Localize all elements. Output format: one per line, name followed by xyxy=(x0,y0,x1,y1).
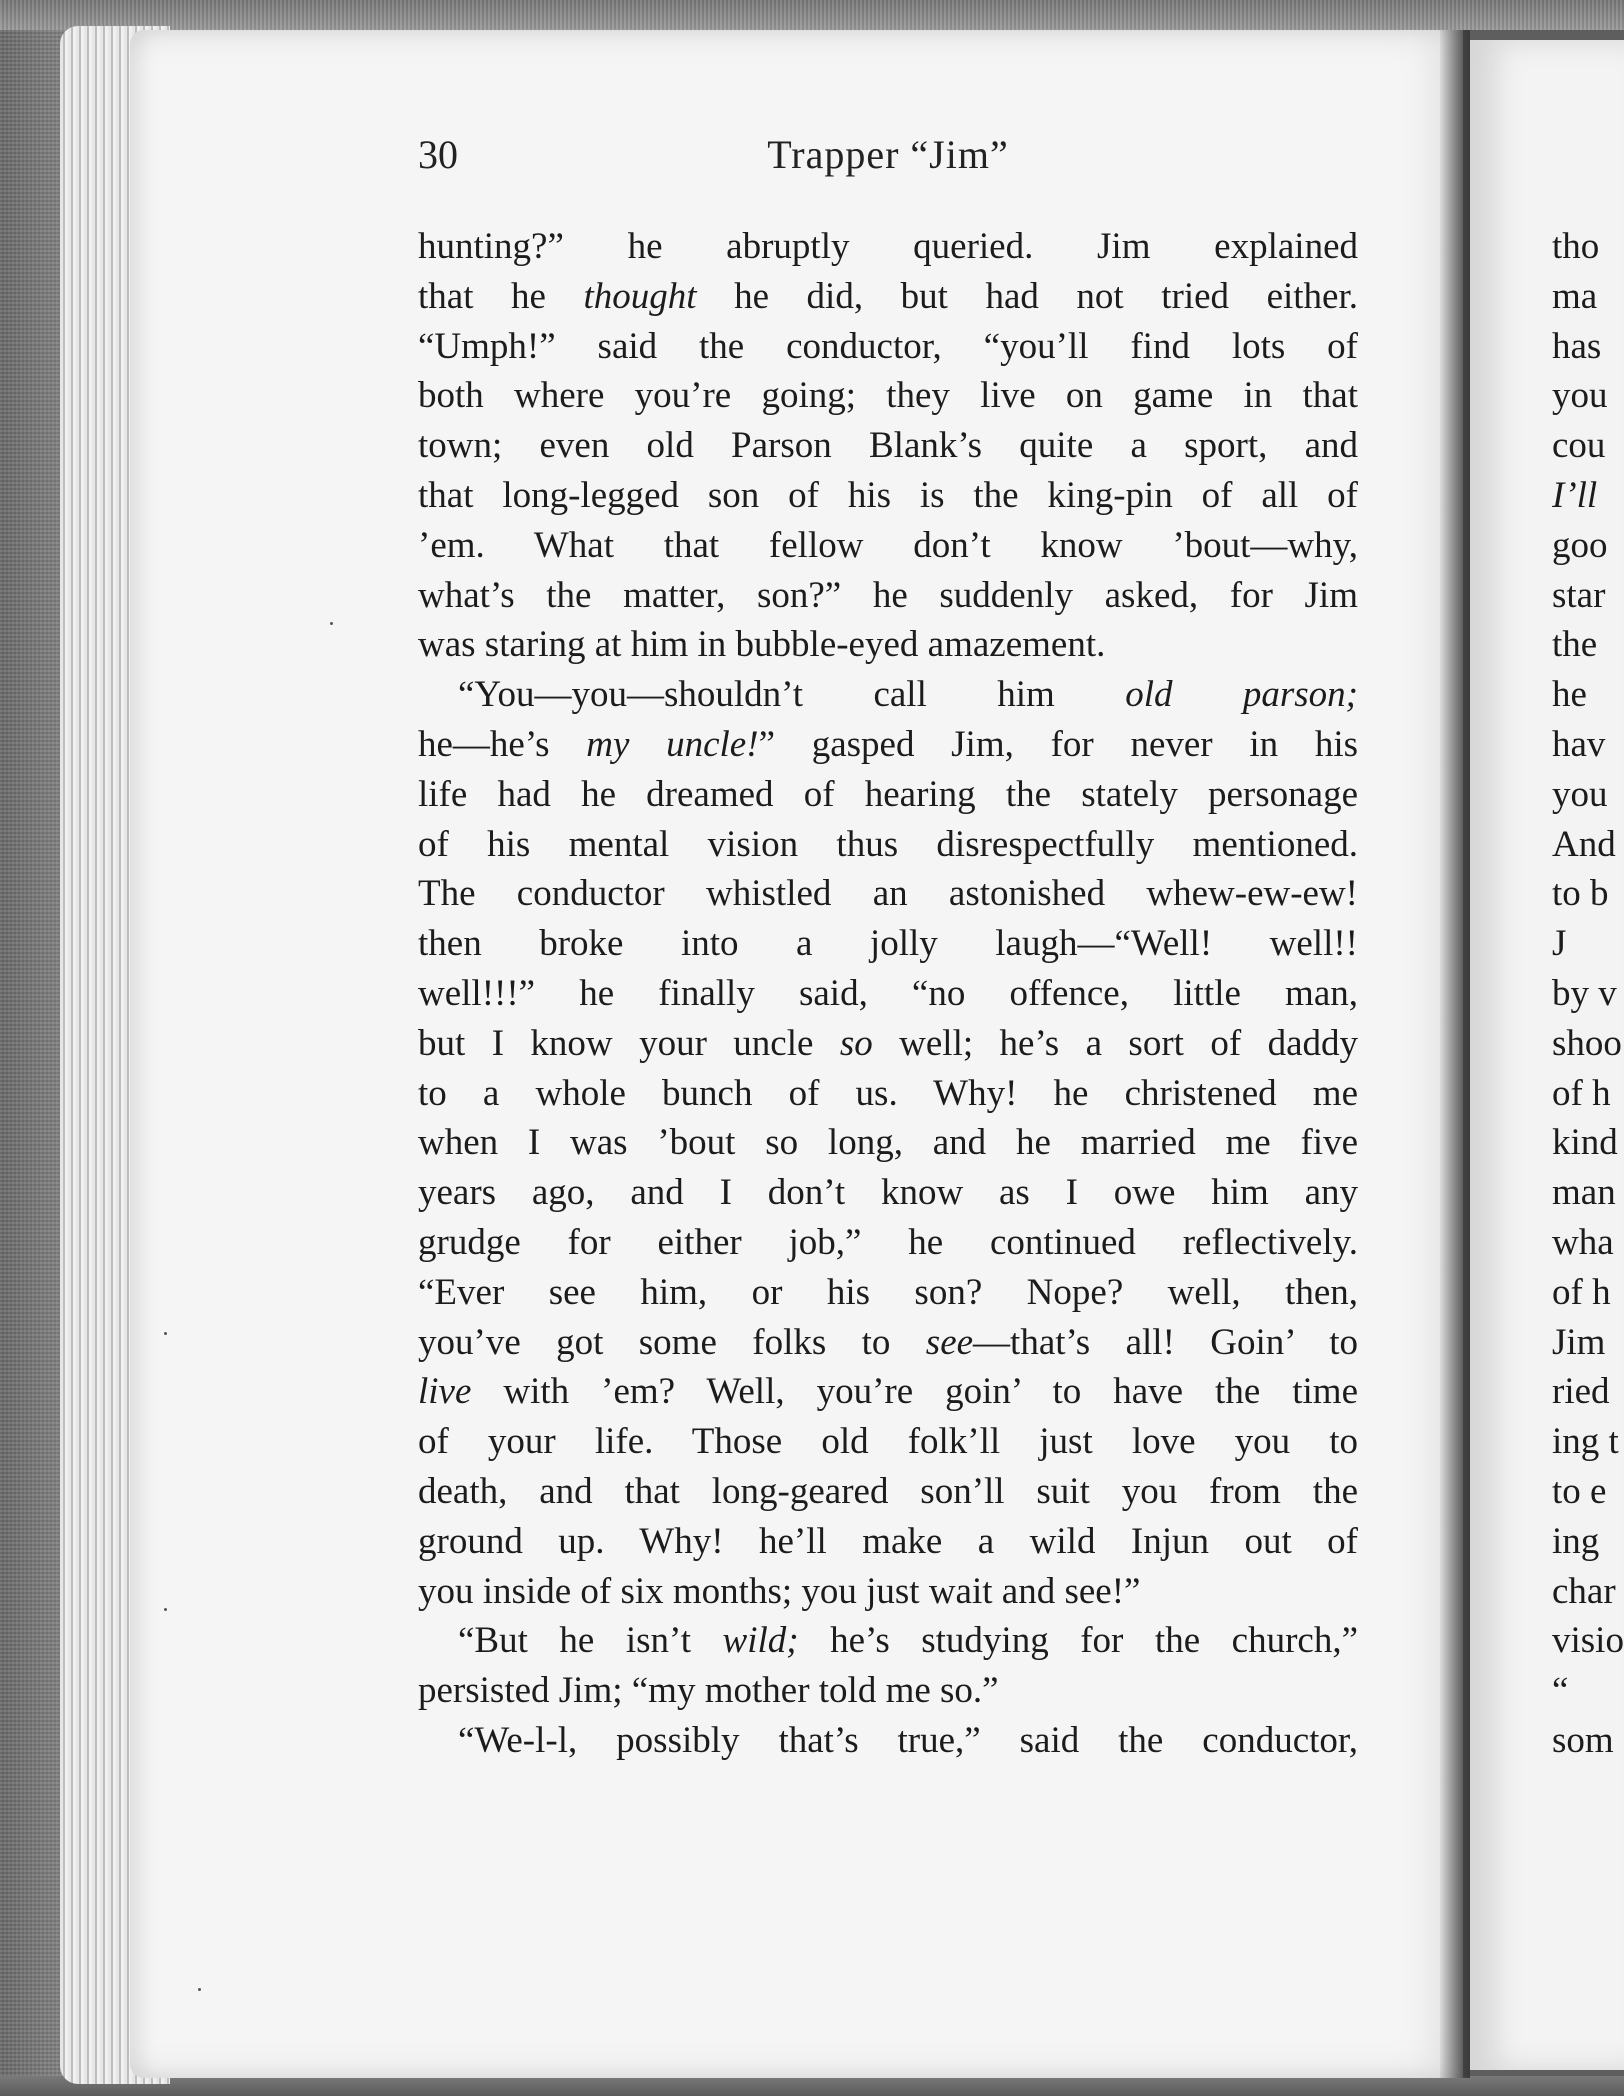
text-run: “You—you—shouldn’t call him xyxy=(458,674,1126,716)
facing-text-line: by v xyxy=(1552,972,1617,1014)
text-run: years ago, and I don’t know as I owe him any xyxy=(418,1172,1358,1214)
facing-text-line: ing xyxy=(1552,1520,1600,1562)
text-line xyxy=(418,1318,1358,1368)
facing-text-line: kind xyxy=(1552,1122,1618,1164)
text-run: “Ever see him, or his son? Nope? well, then, xyxy=(418,1271,1358,1313)
text-run: town; even old Parson Blank’s quite a sport, and xyxy=(418,425,1358,467)
italic-text: so xyxy=(839,1022,873,1064)
text-run: of your life. Those old folk’ll just love you to xyxy=(418,1421,1358,1463)
text-run: ’em. What that fellow don’t know ’bout—why, xyxy=(418,524,1358,566)
text-run: was staring at him in bubble-eyed amazement. xyxy=(418,624,1106,666)
italic-text: my uncle! xyxy=(586,723,759,765)
text-line xyxy=(418,1367,1358,1417)
text-run: when I was ’bout so long, and he married me five xyxy=(418,1122,1358,1164)
text-line xyxy=(418,969,1358,1019)
text-line xyxy=(418,770,1358,820)
speck xyxy=(164,1332,167,1335)
facing-text-line: I’ll xyxy=(1552,474,1598,516)
italic-text: thought xyxy=(583,275,697,317)
text-run: hunting?” he abruptly queried. Jim explained xyxy=(418,226,1358,267)
text-line xyxy=(418,1118,1358,1168)
text-line xyxy=(418,471,1358,521)
italic-text: wild; xyxy=(722,1620,799,1662)
text-run: then broke into a jolly laugh—“Well! well!! xyxy=(418,923,1358,965)
text-run: “We-l-l, possibly that’s true,” said the conductor, xyxy=(458,1719,1358,1761)
text-line xyxy=(418,869,1358,919)
facing-text-line: visio xyxy=(1552,1620,1624,1662)
text-run: both where you’re going; they live on game in that xyxy=(418,375,1358,417)
text-run: well; he’s a sort of daddy xyxy=(872,1022,1358,1064)
running-title: Trapper “Jim” xyxy=(767,132,1009,177)
text-line xyxy=(418,919,1358,969)
speck xyxy=(198,1988,201,1991)
running-head xyxy=(418,132,1358,178)
facing-text-line: star xyxy=(1552,574,1606,616)
text-run: grudge for either job,” he continued reflectively. xyxy=(418,1221,1358,1263)
text-line xyxy=(418,620,1358,670)
text-run: you’ve got some folks to xyxy=(418,1321,926,1363)
text-line xyxy=(418,521,1358,571)
text-run: well!!!” he finally said, “no offence, little man, xyxy=(418,972,1358,1014)
text-line xyxy=(418,1168,1358,1218)
facing-text-line: som xyxy=(1552,1719,1614,1761)
text-run: you inside of six months; you just wait and see!” xyxy=(418,1570,1141,1612)
text-line xyxy=(418,1616,1358,1666)
text-run: he did, but had not tried either. xyxy=(696,275,1358,317)
text-line xyxy=(418,820,1358,870)
italic-text: live xyxy=(418,1371,472,1413)
text-run: that he xyxy=(418,275,584,317)
body-text xyxy=(418,222,1358,1766)
text-line xyxy=(418,720,1358,770)
facing-text-line: has xyxy=(1552,325,1602,367)
text-run: of his mental vision thus disrespectfully mentioned. xyxy=(418,823,1358,865)
facing-text-line: tho xyxy=(1552,226,1600,267)
page-number: 30 xyxy=(418,132,458,177)
text-line xyxy=(418,1517,1358,1567)
text-run: he—he’s xyxy=(418,723,587,765)
text-line xyxy=(418,1567,1358,1617)
text-run: to a whole bunch of us. Why! he christened me xyxy=(418,1072,1358,1114)
text-run: ground up. Why! he’ll make a wild Injun out of xyxy=(418,1520,1358,1562)
text-line xyxy=(418,272,1358,322)
text-line xyxy=(418,322,1358,372)
text-run: “But he isn’t xyxy=(458,1620,723,1662)
text-run: what’s the matter, son?” he suddenly asked, for Jim xyxy=(418,574,1358,616)
facing-text-line: wha xyxy=(1552,1221,1614,1263)
text-line xyxy=(418,222,1358,272)
text-line xyxy=(418,571,1358,621)
facing-text-line: char xyxy=(1552,1570,1616,1612)
facing-page-text xyxy=(1552,222,1624,1766)
text-run: “Umph!” said the conductor, “you’ll find lots of xyxy=(418,325,1358,367)
book-cover-bottom xyxy=(0,2076,1624,2096)
text-run: life had he dreamed of hearing the stately personage xyxy=(418,773,1358,815)
facing-text-line: he xyxy=(1552,674,1587,716)
facing-text-line: ma xyxy=(1552,275,1598,317)
text-line xyxy=(418,1666,1358,1716)
text-run: The conductor whistled an astonished whew-ew-ew! xyxy=(418,873,1358,915)
text-run: but I know your uncle xyxy=(418,1022,840,1064)
facing-text-line: shoo xyxy=(1552,1022,1622,1064)
speck xyxy=(330,622,333,625)
book-gutter xyxy=(1440,30,1470,2078)
text-line xyxy=(418,1069,1358,1119)
text-run: with ’em? Well, you’re goin’ to have the time xyxy=(471,1371,1358,1413)
facing-text-line: man xyxy=(1552,1172,1616,1214)
italic-text: see xyxy=(925,1321,974,1363)
text-line xyxy=(418,1467,1358,1517)
text-run: death, and that long-geared son’ll suit you from the xyxy=(418,1470,1358,1512)
facing-text-line: to b xyxy=(1552,873,1609,915)
text-run: —that’s all! Goin’ to xyxy=(973,1321,1358,1363)
facing-text-line: you xyxy=(1552,773,1608,815)
book-cover-top xyxy=(0,0,1624,30)
facing-text-line: Jim xyxy=(1552,1321,1606,1363)
facing-text-line: to e xyxy=(1552,1470,1607,1512)
text-line xyxy=(418,670,1358,720)
text-run: he’s studying for the church,” xyxy=(798,1620,1358,1662)
facing-text-line: ried xyxy=(1552,1371,1610,1413)
text-run: persisted Jim; “my mother told me so.” xyxy=(418,1670,999,1712)
text-run: that long-legged son of his is the king-pin of all of xyxy=(418,474,1358,516)
facing-text-line: J xyxy=(1552,923,1567,965)
facing-text-line: cou xyxy=(1552,425,1606,467)
facing-text-line: you xyxy=(1552,375,1608,417)
facing-text-line: “ xyxy=(1552,1670,1569,1712)
text-line xyxy=(418,1268,1358,1318)
facing-text-line: ing t xyxy=(1552,1421,1619,1463)
text-line xyxy=(418,1417,1358,1467)
facing-text-line: goo xyxy=(1552,524,1608,566)
text-line xyxy=(418,1019,1358,1069)
speck xyxy=(164,1608,167,1611)
facing-text-line: And xyxy=(1552,823,1616,865)
facing-text-line: the xyxy=(1552,624,1598,666)
facing-text-line: of h xyxy=(1552,1072,1611,1114)
facing-text-line: of h xyxy=(1552,1271,1611,1313)
text-line xyxy=(418,421,1358,471)
facing-text-line: hav xyxy=(1552,723,1606,765)
text-run: ” gasped Jim, for never in his xyxy=(758,723,1358,765)
text-line xyxy=(418,371,1358,421)
text-line xyxy=(418,1218,1358,1268)
italic-text: old parson; xyxy=(1125,674,1358,716)
text-line xyxy=(418,1716,1358,1766)
